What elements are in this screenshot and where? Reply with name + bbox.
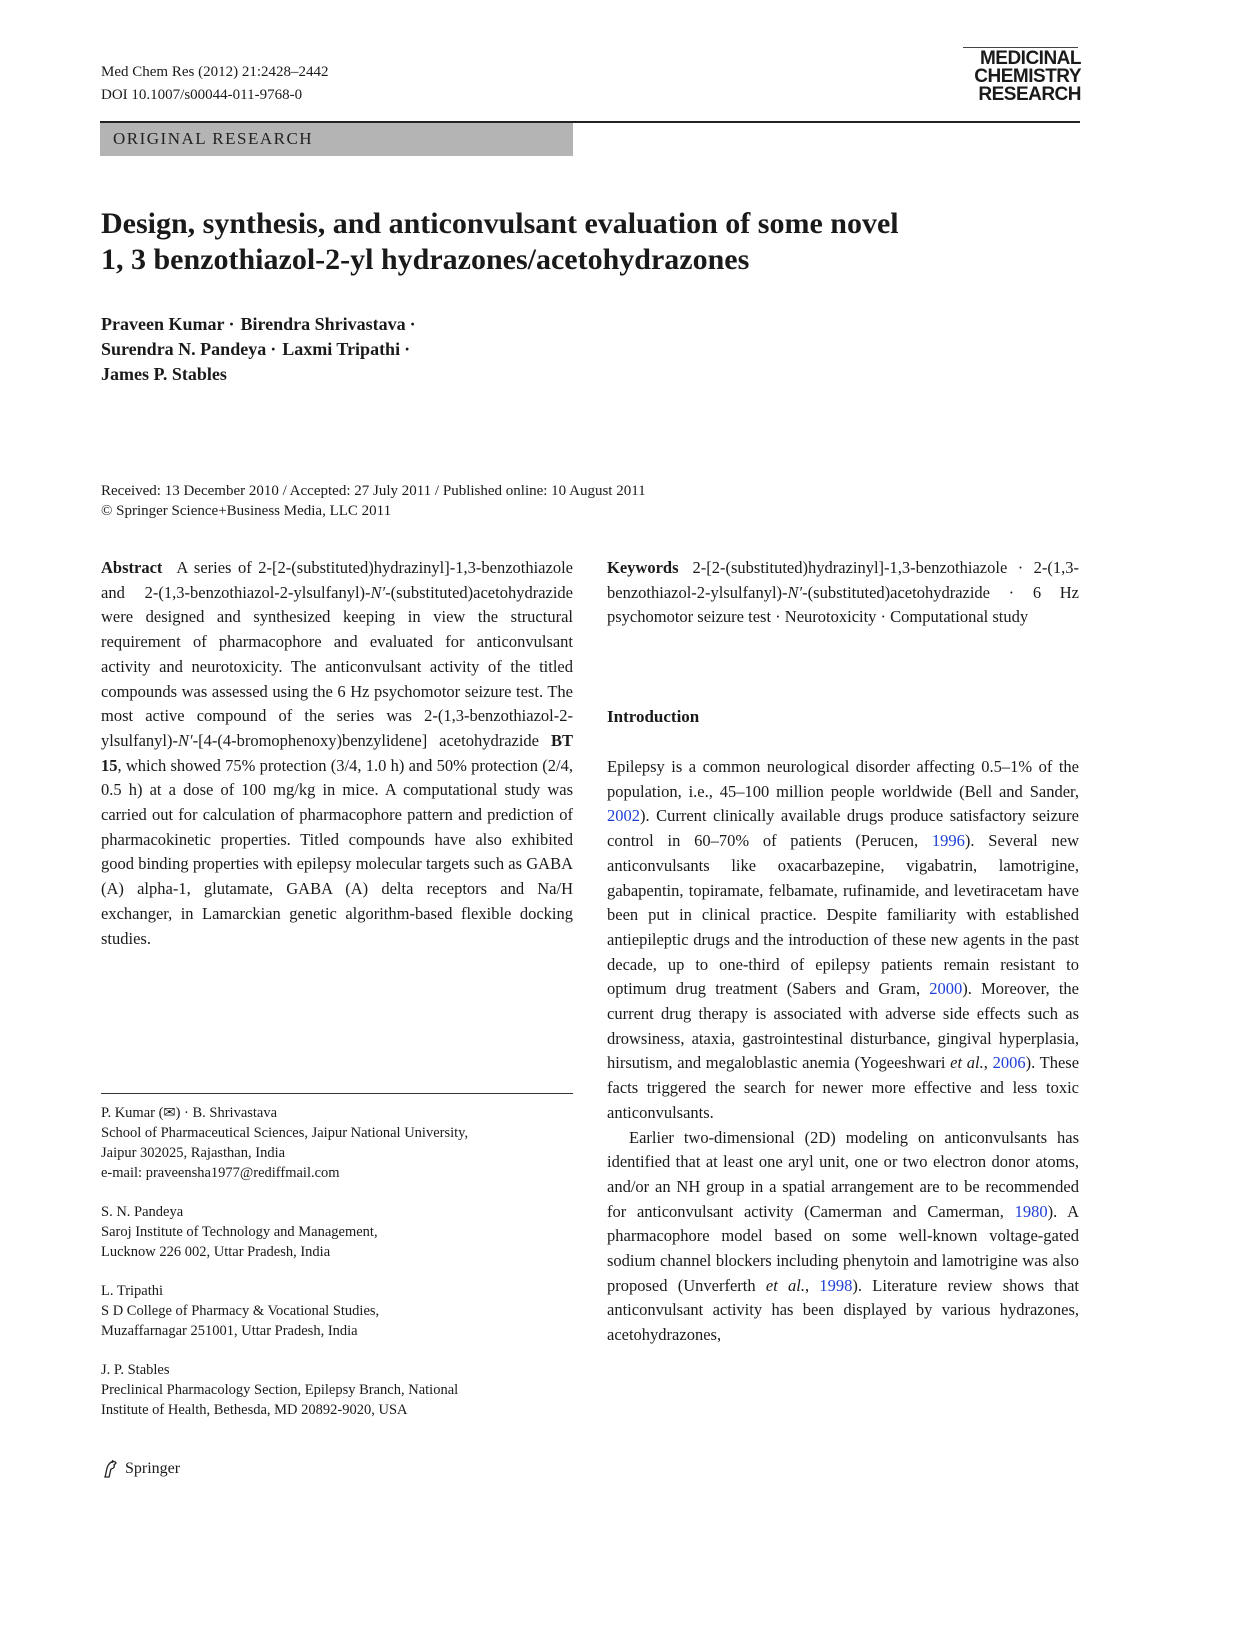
affiliation-line: Saroj Institute of Technology and Management, bbox=[101, 1224, 378, 1240]
intro-text: ). These facts triggered the search for newer more effective and less toxic anticonvulsants. bbox=[607, 1053, 1080, 1122]
abstract-nprime: N′ bbox=[177, 730, 193, 750]
intro-text: Epilepsy is a common neurological disorder affecting 0.5–1% of the population, i.e., 45–100 million people worldwide (Bell and Sander, bbox=[607, 757, 1079, 801]
author-separator: · bbox=[404, 339, 411, 359]
citation-link[interactable]: 1996 bbox=[931, 831, 965, 851]
abstract-nprime: N′ bbox=[370, 582, 386, 602]
intro-text: Earlier two-dimensional (2D) modeling on anticonvulsants has identified that at least one aryl unit, one or two electron donor atoms, and/or an NH group in a spatial arrangement are to be recommended for anticonvulsant activity (Camerman and Camerman, bbox=[607, 1127, 1079, 1221]
affiliation-line: Lucknow 226 002, Uttar Pradesh, India bbox=[101, 1244, 331, 1260]
intro-text: , bbox=[805, 1275, 820, 1295]
affiliation-line: School of Pharmaceutical Sciences, Jaipur National University, bbox=[101, 1125, 469, 1141]
author-3[interactable]: Surendra N. Pandeya bbox=[101, 339, 267, 359]
title-line-2: 1, 3 benzothiazol-2-yl hydrazones/acetohydrazones bbox=[101, 243, 750, 276]
logo-line-3: RESEARCH bbox=[978, 84, 1081, 105]
citation-link[interactable]: 2002 bbox=[607, 806, 640, 826]
abstract-text: A series of 2-[2-(substituted)hydrazinyl]-1,3-benzothiazole and 2-(1,3-benzothiazol-2-ylsulfanyl)- bbox=[101, 558, 573, 602]
logo-rule bbox=[963, 47, 1078, 48]
introduction-heading: Introduction bbox=[607, 707, 700, 726]
footnote-rule bbox=[101, 1093, 573, 1094]
logo-line-2: CHEMISTRY bbox=[974, 66, 1081, 87]
affiliation-names: L. Tripathi bbox=[101, 1283, 164, 1299]
title-line-1: Design, synthesis, and anticonvulsant evaluation of some novel bbox=[101, 207, 899, 240]
affiliation-line: Jaipur 302025, Rajasthan, India bbox=[101, 1145, 286, 1161]
abstract-text: -[4-(4-bromophenoxy)benzylidene] acetohydrazide bbox=[192, 730, 540, 750]
publisher-footer bbox=[101, 1459, 180, 1479]
journal-citation: Med Chem Res (2012) 21:2428–2442 bbox=[101, 64, 329, 80]
compound-label: BT 15 bbox=[101, 730, 573, 775]
abstract-text: -(substituted)acetohydrazide were designed and synthesized keeping in view the structural requirement of pharmacophore and evaluated for anticonvulsant activity and neurotoxicity. The anticonvulsant activity of the titled compounds was assessed using the 6 Hz psychomotor seizure test. The most active compound of the series was 2-(1,3-benzothiazol-2-ylsulfanyl)- bbox=[101, 582, 573, 750]
author-5[interactable]: James P. Stables bbox=[101, 364, 227, 384]
publisher-name: Springer bbox=[125, 1460, 181, 1477]
affiliation-block bbox=[101, 1360, 573, 1420]
intro-text: , bbox=[983, 1053, 993, 1073]
abstract bbox=[101, 556, 573, 951]
intro-text: ). Current clinically available drugs produce satisfactory seizure control in 60–70% of patients (Perucen, bbox=[607, 806, 1079, 851]
springer-horse-icon bbox=[101, 1459, 121, 1479]
author-1[interactable]: Praveen Kumar bbox=[101, 314, 225, 334]
keywords-label: Keywords bbox=[607, 558, 679, 577]
article-title bbox=[101, 206, 1081, 278]
intro-paragraph-1 bbox=[607, 755, 1079, 1126]
author-4[interactable]: Laxmi Tripathi bbox=[282, 339, 401, 359]
keywords-nprime: N′ bbox=[787, 582, 803, 602]
introduction-body bbox=[607, 755, 1079, 1348]
intro-text: ). Several new anticonvulsants like oxacarbazepine, vigabatrin, lamotrigine, gabapentin, topiramate, felbamate, rufinamide, and levetiracetam have been put in clinical practice. Despite familiarity with established antiepileptic drugs and the introduction of these new agents in the past decade, up to one-third of epilepsy patients remain resistant to optimum drug treatment (Sabers and Gram, bbox=[607, 831, 1079, 999]
keywords bbox=[607, 556, 1079, 630]
affiliation-line: Preclinical Pharmacology Section, Epilepsy Branch, National bbox=[101, 1382, 459, 1398]
intro-text: ). A pharmacophore model based on some well-known voltage-gated sodium channel blockers including phenytoin and lamotrigine was also proposed (Unverferth bbox=[607, 1201, 1079, 1295]
affiliation-names: J. P. Stables bbox=[101, 1362, 170, 1378]
copyright-line: © Springer Science+Business Media, LLC 2011 bbox=[101, 503, 392, 519]
logo-line-1: MEDICINAL bbox=[979, 48, 1081, 69]
journal-logo bbox=[966, 50, 1081, 104]
affiliation-line: Institute of Health, Bethesda, MD 20892-9020, USA bbox=[101, 1402, 408, 1418]
dates-line: Received: 13 December 2010 / Accepted: 27 July 2011 / Published online: 10 August 2011 bbox=[101, 483, 646, 499]
affiliation-line: Muzaffarnagar 251001, Uttar Pradesh, India bbox=[101, 1323, 358, 1339]
affiliation-block bbox=[101, 1202, 573, 1262]
author-list bbox=[101, 312, 422, 387]
intro-text: ). Literature review shows that anticonvulsant activity has been displayed by various hydrazones, acetohydrazones, bbox=[607, 1275, 1079, 1345]
citation-link[interactable]: 2006 bbox=[992, 1053, 1026, 1073]
intro-etal: et al. bbox=[950, 1053, 984, 1073]
intro-text: ). Moreover, the current drug therapy is associated with adverse side effects such as drowsiness, ataxia, gastrointestinal disturbance, gingival hyperplasia, hirsutism, and megaloblastic anemia (Yogeeshwari bbox=[607, 979, 1079, 1073]
citation-link[interactable]: 2000 bbox=[929, 979, 963, 999]
keywords-text: -(substituted)acetohydrazide · 6 Hz psychomotor seizure test · Neurotoxicity · Computational study bbox=[607, 582, 1079, 627]
doi[interactable]: DOI 10.1007/s00044-011-9768-0 bbox=[101, 87, 303, 103]
affiliation-names: P. Kumar (✉) · B. Shrivastava bbox=[101, 1105, 278, 1121]
affiliation-line: S D College of Pharmacy & Vocational Studies, bbox=[101, 1303, 380, 1319]
affiliation-block bbox=[101, 1103, 573, 1183]
intro-paragraph-2 bbox=[607, 1126, 1079, 1348]
section-label: ORIGINAL RESEARCH bbox=[113, 129, 314, 148]
author-separator: · bbox=[228, 314, 235, 334]
citation-link[interactable]: 1980 bbox=[1014, 1201, 1048, 1221]
publication-dates bbox=[101, 481, 646, 521]
author-separator: · bbox=[270, 339, 277, 359]
author-separator: · bbox=[409, 314, 416, 334]
affiliation-email[interactable]: e-mail: praveensha1977@rediffmail.com bbox=[101, 1165, 340, 1181]
affiliation-block bbox=[101, 1281, 573, 1341]
affiliation-names: S. N. Pandeya bbox=[101, 1204, 184, 1220]
author-2[interactable]: Birendra Shrivastava bbox=[240, 314, 406, 334]
abstract-text: , which showed 75% protection (3/4, 1.0 h) and 50% protection (2/4, 0.5 h) at a dose of 100 mg/kg in mice. A computational study was carried out for calculation of pharmacophore pattern and prediction of pharmacokinetic properties. Titled compounds have also exhibited good binding properties with epilepsy molecular targets such as GABA (A) alpha-1, glutamate, GABA (A) delta receptors and Na/H exchanger, in Lamarckian genetic algorithm-based flexible docking studies. bbox=[101, 755, 573, 948]
citation-link[interactable]: 1998 bbox=[819, 1275, 853, 1295]
keywords-text: 2-[2-(substituted)hydrazinyl]-1,3-benzothiazole · 2-(1,3-benzothiazol-2-ylsulfanyl)- bbox=[607, 558, 1079, 602]
intro-etal: et al. bbox=[765, 1275, 806, 1295]
abstract-label: Abstract bbox=[101, 558, 163, 577]
section-band bbox=[100, 123, 573, 156]
